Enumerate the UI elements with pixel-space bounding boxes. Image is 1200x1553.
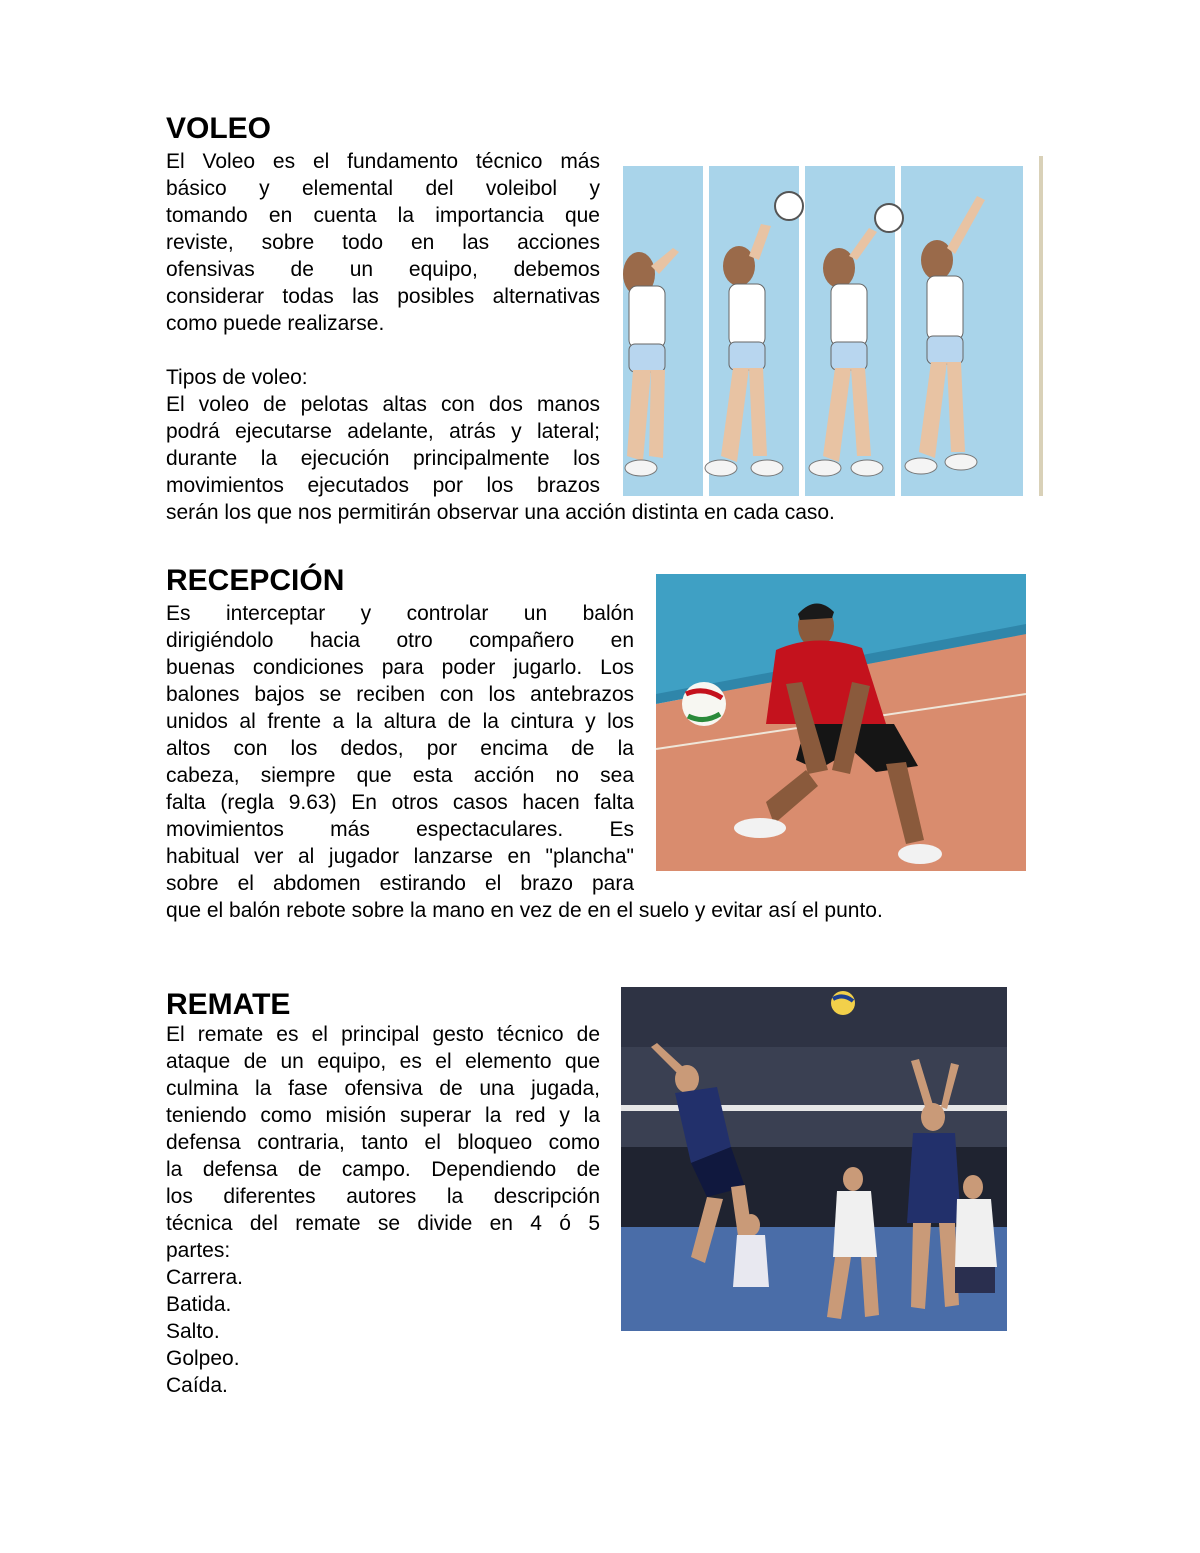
- recepcion-line: cabeza, siempre que esta acción no sea: [166, 764, 634, 787]
- recepcion-line: buenas condiciones para poder jugarlo. Los: [166, 656, 634, 679]
- recepcion-last-line: que el balón rebote sobre la mano en vez de en el suelo y evitar así el punto.: [166, 899, 883, 922]
- voleo-tipos-line: El voleo de pelotas altas con dos manos: [166, 393, 600, 416]
- recepcion-body: [166, 600, 634, 897]
- recepcion-line: movimientos más espectaculares. Es: [166, 818, 634, 841]
- voleo-tipos-label: Tipos de voleo:: [166, 366, 308, 389]
- remate-line: culmina la fase ofensiva de una jugada,: [166, 1077, 600, 1100]
- remate-line: defensa contraria, tanto el bloqueo como: [166, 1131, 600, 1154]
- voleo-tipos-line: podrá ejecutarse adelante, atrás y lateral;: [166, 420, 600, 443]
- recepcion-line: unidos al frente a la altura de la cintura y los: [166, 710, 634, 733]
- recepcion-last: [166, 897, 1066, 924]
- remate-heading: REMATE: [166, 988, 291, 1021]
- voleo-section: [166, 112, 271, 146]
- voleo-line: básico y elemental del voleibol y: [166, 177, 600, 200]
- recepcion-line: altos con los dedos, por encima de la: [166, 737, 634, 760]
- remate-body: [166, 1021, 600, 1399]
- volley-sequence-svg: [621, 156, 1047, 496]
- remate-parte-item: Golpeo.: [166, 1347, 240, 1370]
- blank-line: [166, 337, 600, 364]
- remate-photo-svg: [621, 987, 1007, 1331]
- voleo-tipos-last: [166, 499, 1066, 526]
- voleo-body: [166, 148, 600, 499]
- voleo-tipos-line: durante la ejecución principalmente los: [166, 447, 600, 470]
- recepcion-line: dirigiéndolo hacia otro compañero en: [166, 629, 634, 652]
- remate-parte-item: Caída.: [166, 1374, 228, 1397]
- recepcion-line: sobre el abdomen estirando el brazo para: [166, 872, 634, 895]
- remate-parte-item: Batida.: [166, 1293, 232, 1316]
- recepcion-photo: [656, 574, 1026, 871]
- recepcion-heading: RECEPCIÓN: [166, 564, 345, 597]
- remate-partes-label: partes:: [166, 1239, 231, 1262]
- voleo-line: El Voleo es el fundamento técnico más: [166, 150, 600, 173]
- recepcion-line: falta (regla 9.63) En otros casos hacen falta: [166, 791, 634, 814]
- remate-parte-item: Carrera.: [166, 1266, 244, 1289]
- remate-line: los diferentes autores la descripción: [166, 1185, 600, 1208]
- voleo-line: considerar todas las posibles alternativas: [166, 285, 600, 308]
- remate-line: técnica del remate se divide en 4 ó 5: [166, 1212, 600, 1235]
- voleo-tipos-line: movimientos ejecutados por los brazos: [166, 474, 600, 497]
- remate-line: El remate es el principal gesto técnico de: [166, 1023, 600, 1046]
- volleyball: [682, 682, 726, 726]
- remate-line: la defensa de campo. Dependiendo de: [166, 1158, 600, 1181]
- voleo-illustration: [621, 156, 1047, 496]
- remate-photo: [621, 987, 1007, 1331]
- remate-line: teniendo como misión superar la red y la: [166, 1104, 600, 1127]
- voleo-line: reviste, sobre todo en las acciones: [166, 231, 600, 254]
- voleo-line: como puede realizarse.: [166, 312, 385, 335]
- recepcion-line: Es interceptar y controlar un balón: [166, 602, 634, 625]
- remate-section: [166, 988, 290, 1022]
- ball-2: [875, 204, 903, 232]
- voleo-line: ofensivas de un equipo, debemos: [166, 258, 600, 281]
- voleo-tipos-last-line: serán los que nos permitirán observar una acción distinta en cada caso.: [166, 501, 835, 524]
- shoe-left: [734, 818, 786, 838]
- ball-1: [775, 192, 803, 220]
- recepcion-line: balones bajos se reciben con los antebrazos: [166, 683, 634, 706]
- voleo-line: tomando en cuenta la importancia que: [166, 204, 600, 227]
- voleo-heading: VOLEO: [166, 112, 272, 145]
- recepcion-line: habitual ver al jugador lanzarse en "plancha": [166, 845, 634, 868]
- recepcion-section: [166, 564, 344, 598]
- recepcion-photo-svg: [656, 574, 1026, 871]
- shoe-right: [898, 844, 942, 864]
- remate-parte-item: Salto.: [166, 1320, 220, 1343]
- volleyball: [831, 991, 855, 1015]
- remate-line: ataque de un equipo, es el elemento que: [166, 1050, 600, 1073]
